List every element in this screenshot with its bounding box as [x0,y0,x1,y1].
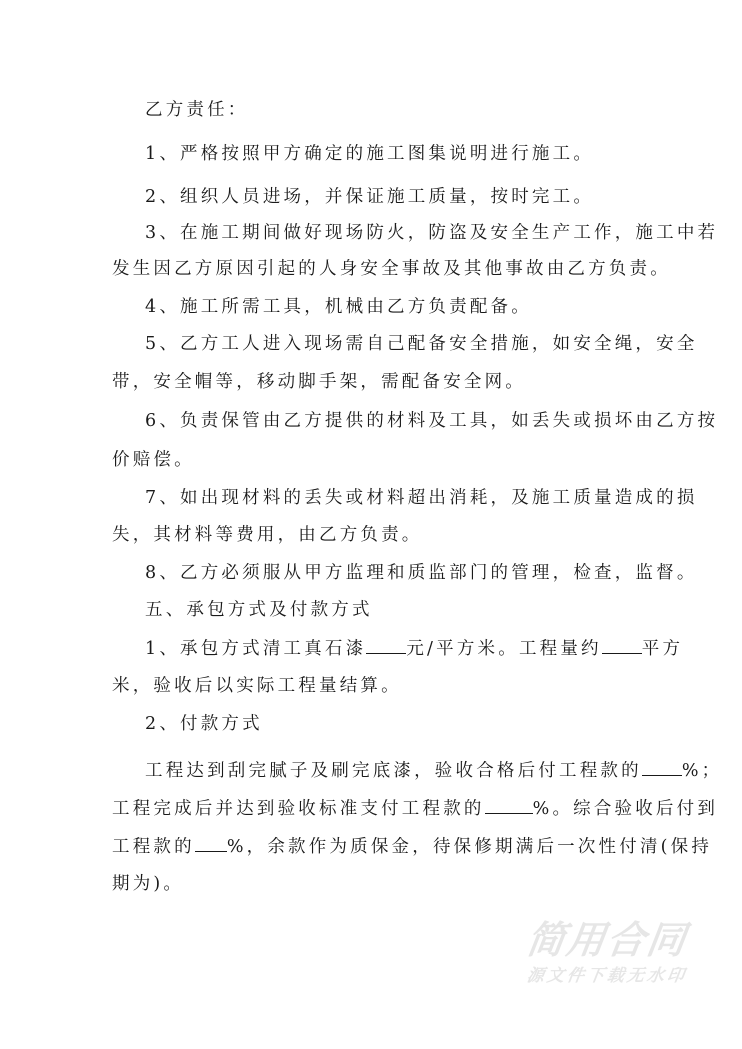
payment-method-heading: 2、付款方式 [145,714,263,734]
clause-5-line-1: 5、乙方工人进入现场需自己配备安全措施，如安全绳，安全 [145,334,698,354]
clause-4: 4、施工所需工具，机械由乙方负责配备。 [145,297,532,317]
payment-term-text-4: %。综合验收后付到 [532,799,719,819]
payment-term-line-3 [112,835,712,858]
payment-term-text-5: 工程款的 [112,837,195,857]
clause-3-line-1: 3、在施工期间做好现场防火，防盗及安全生产工作，施工中若 [145,223,719,243]
watermark-logo-text: 简用合同 [523,918,691,962]
payment-term-text-6: %，余款作为质保金，待保修期满后一次性付清(保持 [226,837,713,857]
payment-term-text-3: 工程完成后并达到验收标准支付工程款的 [112,799,485,819]
contract-method-text-1: 1、承包方式清工真石漆 [145,639,367,659]
section-heading-party-b-responsibilities: 乙方责任： [145,100,249,120]
clause-6-line-2: 价赔偿。 [112,450,195,470]
section-heading-contract-payment: 五、承包方式及付款方式 [145,600,373,620]
clause-6-line-1: 6、负责保管由乙方提供的材料及工具，如丢失或损坏由乙方按 [145,411,719,431]
clause-7-line-2: 失，其材料等费用，由乙方负责。 [112,525,423,545]
contract-method-text-2: 元/平方米。工程量约 [406,639,602,659]
contract-method-line [145,637,683,660]
watermark [512,918,702,988]
payment-term-line-1 [145,759,722,782]
first-payment-percent-blank[interactable] [642,759,682,776]
payment-term-text-1: 工程达到刮完腻子及刷完底漆，验收合格后付工程款的 [145,761,642,781]
contract-method-text-3: 平方 [641,639,684,659]
second-payment-percent-blank[interactable] [485,797,533,814]
clause-8: 8、乙方必须服从甲方监理和质监部门的管理，检查，监督。 [145,563,698,583]
payment-term-line-4: 期为)。 [112,874,185,894]
clause-5-line-2: 带，安全帽等，移动脚手架，需配备安全网。 [112,372,526,392]
watermark-subtext: 源文件下载无水印 [525,966,689,986]
payment-term-text-2: %； [681,761,723,781]
contract-method-line-2: 米，验收后以实际工程量结算。 [112,676,402,696]
payment-term-line-2 [112,797,718,820]
clause-2: 2、组织人员进场，并保证施工质量，按时完工。 [145,187,595,207]
quantity-blank[interactable] [602,637,642,654]
clause-1: 1、严格按照甲方确定的施工图集说明进行施工。 [145,144,595,164]
unit-price-blank[interactable] [366,637,406,654]
final-payment-percent-blank[interactable] [195,835,227,852]
clause-7-line-1: 7、如出现材料的丢失或材料超出消耗，及施工质量造成的损 [145,488,698,508]
clause-3-line-2: 发生因乙方原因引起的人身安全事故及其他事故由乙方负责。 [112,259,671,279]
